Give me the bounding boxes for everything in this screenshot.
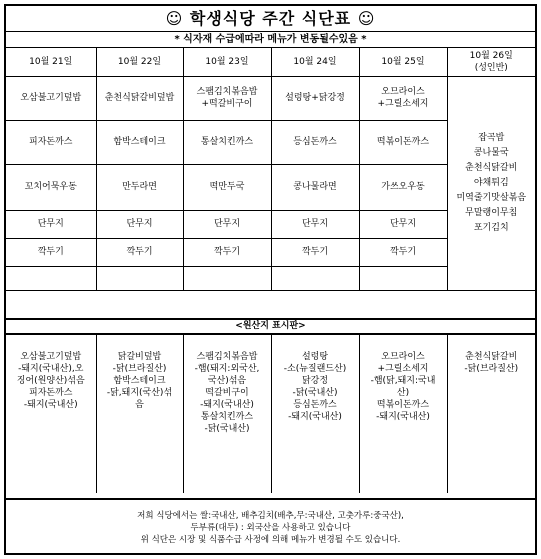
- menu-cell: 함박스테이크: [96, 120, 183, 164]
- origin-cell: 오삼불고기덮밥 -돼지(국내산),오 징어(원양산)섞음 피자돈까스 -돼지(국내산): [6, 333, 96, 493]
- footer-line: 위 식단은 시장 및 식품수급 사정에 의해 메뉴가 변경될 수도 있습니다.: [140, 535, 401, 545]
- menu-cell: 단무지: [271, 210, 359, 238]
- date-header: 10월 21일: [6, 48, 96, 76]
- date-header: 10월 23일: [183, 48, 271, 76]
- origin-row: [6, 333, 535, 493]
- date-header-saturday: [447, 48, 535, 76]
- menu-cell: 단무지: [183, 210, 271, 238]
- menu-cell: 깍두기: [183, 238, 271, 266]
- menu-cell: 떡만두국: [183, 164, 271, 210]
- date-header: 10월 25일: [359, 48, 447, 76]
- menu-cell: 콩나물라면: [271, 164, 359, 210]
- weekly-menu-table: [6, 48, 535, 291]
- menu-cell-empty: [6, 266, 96, 290]
- menu-cell: 오삼불고기덮밥: [6, 76, 96, 120]
- menu-cell: 깍두기: [6, 238, 96, 266]
- menu-change-notice: * 식자재 수급에따라 메뉴가 변동될수있음 *: [6, 32, 535, 48]
- menu-cell: 춘천식닭갈비덮밥: [96, 76, 183, 120]
- menu-cell-empty: [271, 266, 359, 290]
- menu-cell-empty: [96, 266, 183, 290]
- menu-cell: 통살치킨까스: [183, 120, 271, 164]
- menu-cell: 깍두기: [359, 238, 447, 266]
- origin-cell: 오므라이스 +그릴소세지 -햄(닭,돼지:국내 산) 떡볶이돈까스 -돼지(국내산): [359, 333, 447, 493]
- origin-header: <원산지 표시판>: [6, 318, 535, 335]
- saturday-menu-cell: 잡곡밥 콩나물국 춘천식닭갈비 야채튀김 미역줄기맛살볶음 무말랭이무침 포기김치: [447, 76, 535, 290]
- date-label: 10월 26일: [469, 50, 513, 61]
- menu-cell: 단무지: [359, 210, 447, 238]
- origin-cell: 설렁탕 -소(뉴질랜드산) 닭강정 -닭(국내산) 등심돈까스 -돼지(국내산): [271, 333, 359, 493]
- menu-cell: 가쓰오우동: [359, 164, 447, 210]
- menu-cell: 단무지: [6, 210, 96, 238]
- menu-cell-empty: [359, 266, 447, 290]
- date-header-row: [6, 48, 535, 76]
- menu-sheet: [4, 4, 537, 555]
- menu-cell: 등심돈까스: [271, 120, 359, 164]
- origin-cell: 닭갈비덮밥 -닭(브라질산) 함박스테이크 -닭,돼지(국산)섞 음: [96, 333, 183, 493]
- origin-cell: 스팸김치볶음밥 -햄(돼지:외국산, 국산)섞음 떡갈비구이 -돼지(국내산) 통살치킨까스 -닭(국내산): [183, 333, 271, 493]
- footer-notice: [6, 498, 535, 553]
- menu-cell: 깍두기: [271, 238, 359, 266]
- origin-cell: 춘천식닭갈비 -닭(브라질산): [464, 352, 519, 374]
- menu-row-main: [6, 76, 535, 120]
- footer-line: 저희 식당에서는 쌀:국내산, 배추김치(배추,무:국내산, 고춧가루:중국산),: [137, 511, 404, 521]
- date-sublabel: (성인반): [474, 62, 508, 73]
- origin-table: [6, 333, 535, 493]
- menu-cell: 스팸김치볶음밥 +떡갈비구이: [183, 76, 271, 120]
- menu-cell: 피자돈까스: [6, 120, 96, 164]
- menu-cell: 깍두기: [96, 238, 183, 266]
- menu-cell: 떡볶이돈까스: [359, 120, 447, 164]
- menu-cell: 만두라면: [96, 164, 183, 210]
- menu-cell: 오므라이스 +그릴소세지: [359, 76, 447, 120]
- menu-cell: 단무지: [96, 210, 183, 238]
- page-title: ☺ 학생식당 주간 식단표 ☺: [6, 6, 535, 32]
- date-header: 10월 22일: [96, 48, 183, 76]
- footer-line: 두부류(대두) : 외국산을 사용하고 있습니다: [190, 523, 351, 533]
- menu-cell-empty: [183, 266, 271, 290]
- menu-cell: 설렁탕+닭강정: [271, 76, 359, 120]
- menu-cell: 꼬치어묵우동: [6, 164, 96, 210]
- date-header: 10월 24일: [271, 48, 359, 76]
